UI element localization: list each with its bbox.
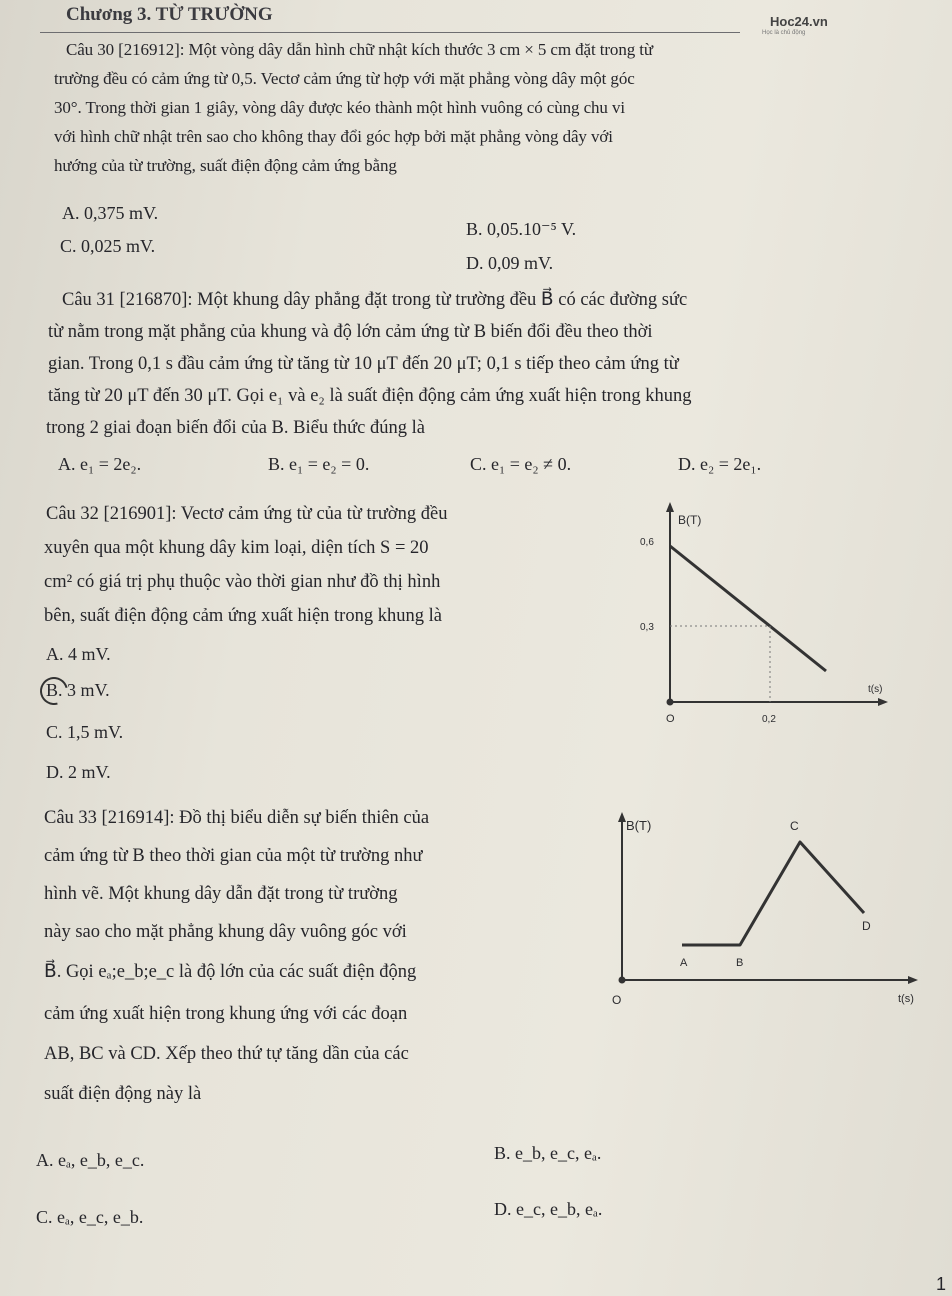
q32-y-tick-top: 0,6 xyxy=(640,537,654,548)
q32-x-axis-label: t(s) xyxy=(868,684,883,695)
q32-option-d: D. 2 mV. xyxy=(46,762,111,782)
q33-option-a: A. eₐ, e_b, e_c. xyxy=(36,1150,145,1170)
q33-origin-label: O xyxy=(612,993,622,1007)
q33-point-b-label: B xyxy=(736,957,744,969)
q31-line-4: tăng từ 20 μT đến 30 μT. Gọi e₁ và e₂ là suất điện động cảm ứng xuất hiện trong khung xyxy=(48,386,692,406)
q32-y-tick-mid: 0,3 xyxy=(640,622,654,633)
q32-line-3: cm² có giá trị phụ thuộc vào thời gian như đồ thị hình xyxy=(44,572,441,592)
q33-origin-dot xyxy=(619,977,626,984)
q33-point-d-label: D xyxy=(862,919,871,933)
q31-line-1: Câu 31 [216870]: Một khung dây phẳng đặt trong từ trường đều B⃗ có các đường sức xyxy=(62,290,688,310)
q33-point-c-label: C xyxy=(790,819,799,833)
q33-x-axis-label: t(s) xyxy=(898,993,914,1005)
chapter-title: Chương 3. TỪ TRƯỜNG xyxy=(66,4,273,25)
q33-line-4: này sao cho mặt phẳng khung dây vuông góc với xyxy=(44,922,407,942)
q32-option-c: C. 1,5 mV. xyxy=(46,722,124,742)
q30-option-b: B. 0,05.10⁻⁵ V. xyxy=(466,219,577,239)
q33-y-axis-arrow xyxy=(618,812,626,822)
q33-y-axis-label: B(T) xyxy=(626,818,652,833)
q33-x-axis-arrow xyxy=(908,976,918,984)
q30-line-1: Câu 30 [216912]: Một vòng dây dẫn hình chữ nhật kích thước 3 cm × 5 cm đặt trong từ xyxy=(66,40,654,59)
q31-line-5: trong 2 giai đoạn biến đổi của B. Biểu thức đúng là xyxy=(46,418,425,438)
q33-line-5: B⃗. Gọi eₐ;e_b;e_c là độ lớn của các suất điện động xyxy=(44,962,417,982)
q30-line-3: 30°. Trong thời gian 1 giây, vòng dây được kéo thành một hình vuông có cùng chu vi xyxy=(54,98,625,117)
q32-origin-label: O xyxy=(666,713,675,725)
q33-graph-line xyxy=(682,842,864,945)
page-number: 1 xyxy=(936,1274,947,1294)
q31-line-3: gian. Trong 0,1 s đầu cảm ứng từ tăng từ 10 μT đến 20 μT; 0,1 s tiếp theo cảm ứng từ xyxy=(48,354,679,374)
q33-option-c: C. eₐ, e_c, e_b. xyxy=(36,1207,144,1227)
q32-x-tick: 0,2 xyxy=(762,714,776,725)
q30-option-c: C. 0,025 mV. xyxy=(60,236,156,256)
q33-option-d: D. e_c, e_b, eₐ. xyxy=(494,1199,603,1219)
q33-line-8: suất điện động này là xyxy=(44,1084,202,1104)
q32-line-1: Câu 32 [216901]: Vectơ cảm ứng từ của từ trường đều xyxy=(46,504,448,524)
q31-option-c: C. e₁ = e₂ ≠ 0. xyxy=(470,454,572,474)
q30-option-a: A. 0,375 mV. xyxy=(62,203,159,223)
q30-line-4: với hình chữ nhật trên sao cho không thay đổi góc hợp bởi mặt phẳng vòng dây với xyxy=(54,127,613,146)
header-divider xyxy=(40,32,740,33)
q32-x-axis-arrow xyxy=(878,698,888,706)
q30-option-d: D. 0,09 mV. xyxy=(466,253,554,273)
q33-line-1: Câu 33 [216914]: Đồ thị biểu diễn sự biến thiên của xyxy=(44,808,430,828)
q33-line-2: cảm ứng từ B theo thời gian của một từ trường như xyxy=(44,846,423,866)
q30-line-5: hướng của từ trường, suất điện động cảm ứng bằng xyxy=(54,156,397,175)
q33-line-7: AB, BC và CD. Xếp theo thứ tự tăng dần của các xyxy=(44,1044,409,1064)
q32-option-b: B. 3 mV. xyxy=(46,680,110,700)
brand-logo: Hoc24.vn xyxy=(770,14,828,29)
q32-graph xyxy=(600,500,900,740)
q33-line-6: cảm ứng xuất hiện trong khung ứng với các đoạn xyxy=(44,1004,408,1024)
q33-option-b: B. e_b, e_c, eₐ. xyxy=(494,1143,602,1163)
q32-line-4: bên, suất điện động cảm ứng xuất hiện trong khung là xyxy=(44,606,442,626)
q32-line-2: xuyên qua một khung dây kim loại, diện tích S = 20 xyxy=(44,538,429,558)
q32-graph-line xyxy=(670,546,826,671)
q30-line-2: trường đều có cảm ứng từ 0,5. Vectơ cảm ứng từ hợp với mặt phẳng vòng dây một góc xyxy=(54,69,635,88)
q32-origin-dot xyxy=(667,699,674,706)
q33-line-3: hình vẽ. Một khung dây dẫn đặt trong từ trường xyxy=(44,884,398,904)
q32-y-axis-arrow xyxy=(666,502,674,512)
q31-line-2: từ nằm trong mặt phẳng của khung và độ lớn cảm ứng từ B biến đổi đều theo thời xyxy=(48,322,653,342)
brand-tagline: Học là chủ động xyxy=(762,30,806,36)
q33-graph xyxy=(600,808,930,1018)
q31-option-d: D. e₂ = 2e₁. xyxy=(678,454,762,474)
q32-y-axis-label: B(T) xyxy=(678,513,702,527)
q31-option-a: A. e₁ = 2e₂. xyxy=(58,454,142,474)
q32-option-a: A. 4 mV. xyxy=(46,644,111,664)
q33-point-a-label: A xyxy=(680,957,688,969)
q31-option-b: B. e₁ = e₂ = 0. xyxy=(268,454,370,474)
